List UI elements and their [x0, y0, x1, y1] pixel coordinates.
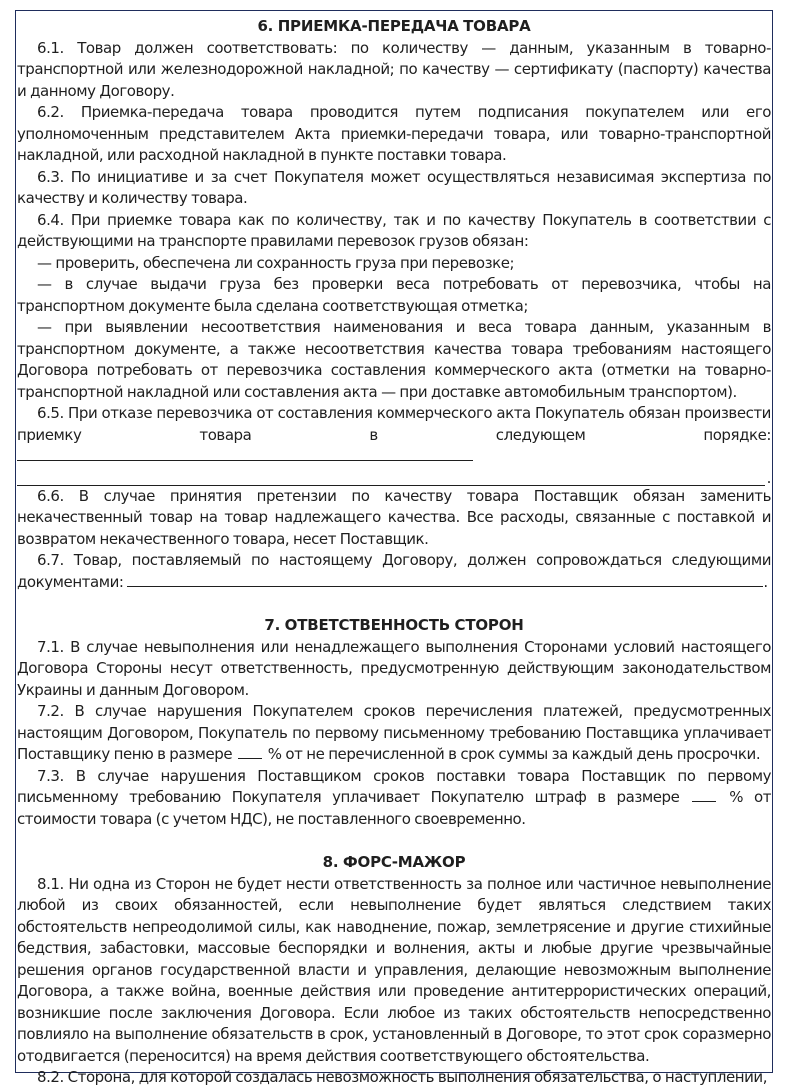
- clause-8-1: 8.1. Ни одна из Сторон не будет нести ответственность за полное или частичное невыполнение любой из своих обязанностей, если невыполнение будет являться следствием таких обстоятельств непреодолимой силы, как наводнение, пожар, землетрясение и другие стихийные бедствия, забастовки, массовые беспорядки и волнения, акты и любые другие чрезвычайные решения органов государственной власти и управления, делающие невозможным выполнение Договора, а также война, военные действия или проведение антитеррористических операций, возникшие после заключения Договора. Если любое из таких обстоятельств непосредственно повлияло на выполнение обязательств в срок, установленный в Договоре, то этот срок соразмерно отодвигается (переносится) на время действия соответствующего обстоятельства.: [17, 874, 771, 1065]
- clause-6-1: 6.1. Товар должен соответствовать: по количеству — данным, указанным в товарно-транспортной или железнодорожной накладной; по качеству — сертификату (паспорту) качества и данному Договору.: [17, 38, 771, 100]
- clause-7-3: [17, 766, 771, 831]
- clause-8-2: 8.2. Сторона, для которой создалась невозможность выполнения обязательства, о наступлении,: [37, 1068, 768, 1086]
- clause-6-4-item-2: — в случае выдачи груза без проверки веса потребовать от перевозчика, чтобы на транспортном документе была сделана соответствующая отметка;: [17, 275, 771, 315]
- clause-7-3-text-start: 7.3. В случае нарушения Поставщиком сроков поставки товара Поставщик по первому письменному требованию Покупателя уплачивает Покупателю штраф в размере: [17, 766, 771, 806]
- clause-7-3-text-end: % от стоимости товара (с учетом НДС), не поставленного своевременно.: [17, 788, 771, 828]
- fill-in-blank-6-7: [127, 572, 763, 587]
- clause-6-4: 6.4. При приемке товара как по количеству, так и по качеству Покупатель в соответствии с действующими на транспорте правилами перевозок грузов обязан:: [17, 210, 771, 250]
- clause-6-7: [17, 550, 771, 593]
- section-7-title: 7. ОТВЕТСТВЕННОСТЬ СТОРОН: [264, 616, 524, 634]
- period-mark: .: [763, 572, 768, 591]
- fill-in-blank-6-5: [17, 446, 473, 461]
- clause-6-4-item-1: — проверить, обеспечена ли сохранность груза при перевозке;: [37, 253, 515, 272]
- clause-6-4-item-3: — при выявлении несоответствия наименования и веса товара данным, указанным в транспортном документе, а также несоответствия качества товара требованиям настоящего Договора потребовать от перевозчика составления коммерческого акта (отметки на товарно-транспортной накладной или составления акта — при доставке автомобильным транспортом).: [17, 318, 771, 401]
- clause-6-5-text: 6.5. При отказе перевозчика от составления коммерческого акта Покупатель обязан произвести приемку товара в следующем порядке:: [17, 404, 771, 444]
- clause-6-3: 6.3. По инициативе и за счет Покупателя может осуществляться независимая экспертиза по качеству и количеству товара.: [17, 167, 771, 207]
- penalty-percent-blank: [238, 744, 262, 759]
- clause-7-1: 7.1. В случае невыполнения или ненадлежащего выполнения Сторонами условий настоящего Договора Стороны несут ответственность, предусмотренную действующим законодательством Украины и данным Договором.: [17, 637, 771, 699]
- section-8-title: 8. ФОРС-МАЖОР: [322, 853, 466, 871]
- clause-6-7-text: 6.7. Товар, поставляемый по настоящему Договору, должен сопровождаться следующими документами:: [17, 551, 771, 591]
- clause-7-2-text-start: 7.2. В случае нарушения Покупателем сроков перечисления платежей, предусмотренных настоящим Договором, Покупатель по первому письменному требованию Поставщика уплачивает Поставщику пеню в размере: [17, 702, 771, 763]
- clause-6-2: 6.2. Приемка-передача товара проводится путем подписания покупателем или его уполномоченным представителем Акта приемки-передачи товара, или товарно-транспортной накладной, или расходной накладной в пункте поставки товара.: [17, 103, 771, 164]
- fine-percent-blank: [692, 787, 716, 802]
- clause-6-6: 6.6. В случае принятия претензии по качеству товара Поставщик обязан заменить некачественный товар на товар надлежащего качества. Все расходы, связанные с поставкой и возвратом некачественного товара, несет Поставщик.: [17, 486, 771, 548]
- section-6-title: 6. ПРИЕМКА-ПЕРЕДАЧА ТОВАРА: [257, 17, 531, 35]
- document-page: [15, 10, 773, 1086]
- clause-7-2: [17, 701, 771, 766]
- fill-in-line-6-5: [17, 468, 771, 487]
- clause-7-2-text-end: % от не перечисленной в срок суммы за каждый день просрочки.: [267, 745, 761, 763]
- period-mark: .: [766, 469, 771, 487]
- clause-6-5: [17, 403, 771, 468]
